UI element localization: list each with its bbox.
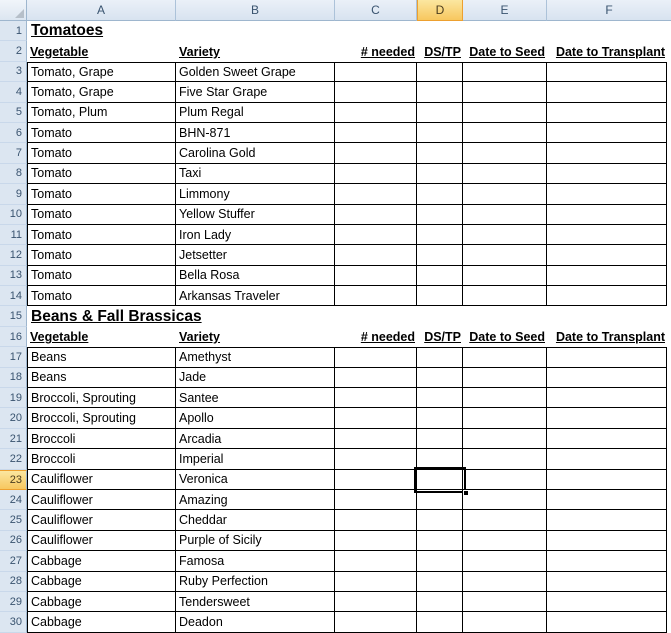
cell-A21[interactable]: Broccoli xyxy=(27,429,176,449)
cell-F3[interactable] xyxy=(547,62,667,82)
cell-E7[interactable] xyxy=(463,143,547,163)
cell-A23[interactable]: Cauliflower xyxy=(27,470,176,490)
grid-row-29 xyxy=(0,592,671,612)
row-header-25[interactable]: 25 xyxy=(0,510,27,530)
grid-row-11 xyxy=(0,225,671,245)
cell-C13[interactable] xyxy=(335,266,417,286)
cell-C4[interactable] xyxy=(335,82,417,102)
cell-E6[interactable] xyxy=(463,123,547,143)
cell-B9[interactable]: Limmony xyxy=(176,184,335,204)
grid-row-16 xyxy=(0,327,671,347)
col-header-E[interactable]: E xyxy=(463,0,547,21)
row-header-3[interactable]: 3 xyxy=(0,62,27,82)
cell-F24[interactable] xyxy=(547,490,667,510)
cell-F12[interactable] xyxy=(547,245,667,265)
cell-F28[interactable] xyxy=(547,572,667,592)
cell-B11[interactable]: Iron Lady xyxy=(176,225,335,245)
cell-B12[interactable]: Jetsetter xyxy=(176,245,335,265)
cell-A1-section-title[interactable]: Tomatoes xyxy=(31,22,104,40)
cell-B8[interactable]: Taxi xyxy=(176,164,335,184)
cell-A25[interactable]: Cauliflower xyxy=(27,510,176,530)
grid-row-22 xyxy=(0,449,671,469)
grid-row-19 xyxy=(0,388,671,408)
cell-A2-column-label[interactable]: Vegetable xyxy=(30,44,89,59)
cell-D2-column-label[interactable]: DS/TP xyxy=(424,44,461,59)
cell-B20[interactable]: Apollo xyxy=(176,408,335,428)
cell-D29[interactable] xyxy=(417,592,463,612)
cell-A29[interactable]: Cabbage xyxy=(27,592,176,612)
cell-C27[interactable] xyxy=(335,551,417,571)
cell-F23[interactable] xyxy=(547,470,667,490)
cell-A18[interactable]: Beans xyxy=(27,368,176,388)
cell-D6[interactable] xyxy=(417,123,463,143)
cell-E25[interactable] xyxy=(463,510,547,530)
cell-E13[interactable] xyxy=(463,266,547,286)
row-header-9[interactable]: 9 xyxy=(0,184,27,204)
cell-E11[interactable] xyxy=(463,225,547,245)
row-header-27[interactable]: 27 xyxy=(0,551,27,571)
cell-E2-column-label[interactable]: Date to Seed xyxy=(469,44,545,59)
cell-D17[interactable] xyxy=(417,347,463,367)
row-header-13[interactable]: 13 xyxy=(0,266,27,286)
cell-C9[interactable] xyxy=(335,184,417,204)
cell-B14[interactable]: Arkansas Traveler xyxy=(176,286,335,306)
cell-B16-column-label[interactable]: Variety xyxy=(179,330,221,345)
grid-row-21 xyxy=(0,429,671,449)
cell-A14[interactable]: Tomato xyxy=(27,286,176,306)
cell-F27[interactable] xyxy=(547,551,667,571)
cell-E26[interactable] xyxy=(463,531,547,551)
cell-A24[interactable]: Cauliflower xyxy=(27,490,176,510)
cell-D8[interactable] xyxy=(417,164,463,184)
row-header-22[interactable]: 22 xyxy=(0,449,27,469)
column-header-row xyxy=(0,0,671,21)
cell-F11[interactable] xyxy=(547,225,667,245)
row-header-19[interactable]: 19 xyxy=(0,388,27,408)
cell-C24[interactable] xyxy=(335,490,417,510)
cell-E5[interactable] xyxy=(463,103,547,123)
grid-row-24 xyxy=(0,490,671,510)
cell-E30[interactable] xyxy=(463,612,547,632)
cell-B5[interactable]: Plum Regal xyxy=(176,103,335,123)
cell-B10[interactable]: Yellow Stuffer xyxy=(176,205,335,225)
cell-E8[interactable] xyxy=(463,164,547,184)
cell-F16-column-label[interactable]: Date to Transplant xyxy=(555,330,665,345)
cell-A13[interactable]: Tomato xyxy=(27,266,176,286)
row-header-24[interactable]: 24 xyxy=(0,490,27,510)
cell-C29[interactable] xyxy=(335,592,417,612)
col-header-A[interactable]: A xyxy=(27,0,176,21)
col-header-F[interactable]: F xyxy=(547,0,671,21)
cell-C8[interactable] xyxy=(335,164,417,184)
cell-F6[interactable] xyxy=(547,123,667,143)
cell-C6[interactable] xyxy=(335,123,417,143)
row-header-6[interactable]: 6 xyxy=(0,123,27,143)
cell-D4[interactable] xyxy=(417,82,463,102)
cell-D27[interactable] xyxy=(417,551,463,571)
cell-A17[interactable]: Beans xyxy=(27,347,176,367)
grid-row-1 xyxy=(0,21,671,41)
cell-A3[interactable]: Tomato, Grape xyxy=(27,62,176,82)
grid-row-3 xyxy=(0,62,671,82)
row-header-20[interactable]: 20 xyxy=(0,408,27,428)
cell-B7[interactable]: Carolina Gold xyxy=(176,143,335,163)
select-all-corner[interactable] xyxy=(0,0,27,21)
cell-A9[interactable]: Tomato xyxy=(27,184,176,204)
cell-B25[interactable]: Cheddar xyxy=(176,510,335,530)
cell-A7[interactable]: Tomato xyxy=(27,143,176,163)
cell-A30[interactable]: Cabbage xyxy=(27,612,176,632)
cell-D14[interactable] xyxy=(417,286,463,306)
cell-C3[interactable] xyxy=(335,62,417,82)
cell-F4[interactable] xyxy=(547,82,667,102)
grid-row-30 xyxy=(0,612,671,632)
cell-C25[interactable] xyxy=(335,510,417,530)
cell-E4[interactable] xyxy=(463,82,547,102)
cell-E3[interactable] xyxy=(463,62,547,82)
grid-row-27 xyxy=(0,551,671,571)
row-header-28[interactable]: 28 xyxy=(0,572,27,592)
row-header-12[interactable]: 12 xyxy=(0,245,27,265)
cell-C2-column-label[interactable]: # needed xyxy=(360,44,415,59)
cell-D26[interactable] xyxy=(417,531,463,551)
cell-F29[interactable] xyxy=(547,592,667,612)
cell-F19[interactable] xyxy=(547,388,667,408)
row-header-23[interactable]: 23 xyxy=(0,470,27,490)
row-header-16[interactable]: 16 xyxy=(0,327,27,347)
cell-F20[interactable] xyxy=(547,408,667,428)
cell-D25[interactable] xyxy=(417,510,463,530)
cell-D13[interactable] xyxy=(417,266,463,286)
cell-B13[interactable]: Bella Rosa xyxy=(176,266,335,286)
cell-C26[interactable] xyxy=(335,531,417,551)
cell-C23[interactable] xyxy=(335,470,417,490)
cell-A22[interactable]: Broccoli xyxy=(27,449,176,469)
row-header-15[interactable]: 15 xyxy=(0,306,27,326)
cell-B3[interactable]: Golden Sweet Grape xyxy=(176,62,335,82)
cell-F8[interactable] xyxy=(547,164,667,184)
row-header-4[interactable]: 4 xyxy=(0,82,27,102)
cell-E22[interactable] xyxy=(463,449,547,469)
cell-F17[interactable] xyxy=(547,347,667,367)
cell-E12[interactable] xyxy=(463,245,547,265)
cell-F5[interactable] xyxy=(547,103,667,123)
row-header-8[interactable]: 8 xyxy=(0,164,27,184)
cell-B4[interactable]: Five Star Grape xyxy=(176,82,335,102)
cell-A8[interactable]: Tomato xyxy=(27,164,176,184)
cell-C22[interactable] xyxy=(335,449,417,469)
cell-A26[interactable]: Cauliflower xyxy=(27,531,176,551)
row-header-2[interactable]: 2 xyxy=(0,41,27,61)
grid-row-13 xyxy=(0,266,671,286)
row-header-21[interactable]: 21 xyxy=(0,429,27,449)
cell-D7[interactable] xyxy=(417,143,463,163)
cell-E21[interactable] xyxy=(463,429,547,449)
cell-D12[interactable] xyxy=(417,245,463,265)
row-header-18[interactable]: 18 xyxy=(0,368,27,388)
cell-B18[interactable]: Jade xyxy=(176,368,335,388)
grid-row-26 xyxy=(0,531,671,551)
row-header-1[interactable]: 1 xyxy=(0,21,27,41)
row-header-5[interactable]: 5 xyxy=(0,103,27,123)
cell-A6[interactable]: Tomato xyxy=(27,123,176,143)
cell-A16-column-label[interactable]: Vegetable xyxy=(30,330,89,345)
cell-E16-column-label[interactable]: Date to Seed xyxy=(469,330,545,345)
cell-C7[interactable] xyxy=(335,143,417,163)
grid-row-18 xyxy=(0,368,671,388)
cell-D22[interactable] xyxy=(417,449,463,469)
cell-E17[interactable] xyxy=(463,347,547,367)
cell-C12[interactable] xyxy=(335,245,417,265)
cell-D21[interactable] xyxy=(417,429,463,449)
cell-D19[interactable] xyxy=(417,388,463,408)
cell-B6[interactable]: BHN-871 xyxy=(176,123,335,143)
cell-F25[interactable] xyxy=(547,510,667,530)
cell-E14[interactable] xyxy=(463,286,547,306)
fill-handle[interactable] xyxy=(463,490,468,495)
cell-A28[interactable]: Cabbage xyxy=(27,572,176,592)
cell-B19[interactable]: Santee xyxy=(176,388,335,408)
cell-A19[interactable]: Broccoli, Sprouting xyxy=(27,388,176,408)
cell-B24[interactable]: Amazing xyxy=(176,490,335,510)
grid-row-28 xyxy=(0,572,671,592)
cell-D23[interactable] xyxy=(417,470,463,490)
cell-D10[interactable] xyxy=(417,205,463,225)
cell-E24[interactable] xyxy=(463,490,547,510)
cell-D9[interactable] xyxy=(417,184,463,204)
grid-row-4 xyxy=(0,82,671,102)
cell-F7[interactable] xyxy=(547,143,667,163)
cell-C16-column-label[interactable]: # needed xyxy=(360,330,415,345)
cell-E27[interactable] xyxy=(463,551,547,571)
cell-E10[interactable] xyxy=(463,205,547,225)
grid-row-2 xyxy=(0,41,671,61)
col-header-B[interactable]: B xyxy=(176,0,335,21)
cell-F14[interactable] xyxy=(547,286,667,306)
cell-F22[interactable] xyxy=(547,449,667,469)
cell-C5[interactable] xyxy=(335,103,417,123)
cell-F26[interactable] xyxy=(547,531,667,551)
cell-A12[interactable]: Tomato xyxy=(27,245,176,265)
cell-B22[interactable]: Imperial xyxy=(176,449,335,469)
cell-E29[interactable] xyxy=(463,592,547,612)
row-header-14[interactable]: 14 xyxy=(0,286,27,306)
grid-row-9 xyxy=(0,184,671,204)
grid-row-6 xyxy=(0,123,671,143)
cell-F21[interactable] xyxy=(547,429,667,449)
cell-B2-column-label[interactable]: Variety xyxy=(179,44,221,59)
grid-row-10 xyxy=(0,205,671,225)
cell-D28[interactable] xyxy=(417,572,463,592)
col-header-D[interactable]: D xyxy=(417,0,463,21)
cell-C20[interactable] xyxy=(335,408,417,428)
grid-row-14 xyxy=(0,286,671,306)
cell-C19[interactable] xyxy=(335,388,417,408)
cell-A11[interactable]: Tomato xyxy=(27,225,176,245)
cell-F9[interactable] xyxy=(547,184,667,204)
cell-C18[interactable] xyxy=(335,368,417,388)
cell-B27[interactable]: Famosa xyxy=(176,551,335,571)
grid-row-15 xyxy=(0,306,671,326)
cell-A15-section-title[interactable]: Beans & Fall Brassicas xyxy=(31,307,202,325)
grid-row-7 xyxy=(0,143,671,163)
cell-C14[interactable] xyxy=(335,286,417,306)
select-all-triangle-icon xyxy=(15,9,24,18)
row-header-26[interactable]: 26 xyxy=(0,531,27,551)
cell-A27[interactable]: Cabbage xyxy=(27,551,176,571)
cell-D5[interactable] xyxy=(417,103,463,123)
cell-A4[interactable]: Tomato, Grape xyxy=(27,82,176,102)
cell-B26[interactable]: Purple of Sicily xyxy=(176,531,335,551)
cell-C17[interactable] xyxy=(335,347,417,367)
cell-C28[interactable] xyxy=(335,572,417,592)
row-header-17[interactable]: 17 xyxy=(0,347,27,367)
cell-E9[interactable] xyxy=(463,184,547,204)
cell-B28[interactable]: Ruby Perfection xyxy=(176,572,335,592)
cell-E19[interactable] xyxy=(463,388,547,408)
cell-D18[interactable] xyxy=(417,368,463,388)
cell-C10[interactable] xyxy=(335,205,417,225)
grid-rows xyxy=(0,21,671,633)
cell-F18[interactable] xyxy=(547,368,667,388)
cell-D24[interactable] xyxy=(417,490,463,510)
cell-C30[interactable] xyxy=(335,612,417,632)
row-header-11[interactable]: 11 xyxy=(0,225,27,245)
cell-D3[interactable] xyxy=(417,62,463,82)
cell-F2-column-label[interactable]: Date to Transplant xyxy=(555,44,665,59)
cell-E28[interactable] xyxy=(463,572,547,592)
cell-D30[interactable] xyxy=(417,612,463,632)
grid-row-23 xyxy=(0,470,671,490)
cell-A5[interactable]: Tomato, Plum xyxy=(27,103,176,123)
row-header-10[interactable]: 10 xyxy=(0,205,27,225)
cell-D11[interactable] xyxy=(417,225,463,245)
cell-B30[interactable]: Deadon xyxy=(176,612,335,632)
grid-row-20 xyxy=(0,408,671,428)
cell-B23[interactable]: Veronica xyxy=(176,470,335,490)
cell-C21[interactable] xyxy=(335,429,417,449)
cell-A10[interactable]: Tomato xyxy=(27,205,176,225)
row-header-30[interactable]: 30 xyxy=(0,612,27,632)
cell-E20[interactable] xyxy=(463,408,547,428)
cell-E23[interactable] xyxy=(463,470,547,490)
cell-A20[interactable]: Broccoli, Sprouting xyxy=(27,408,176,428)
cell-E18[interactable] xyxy=(463,368,547,388)
row-header-7[interactable]: 7 xyxy=(0,143,27,163)
cell-F13[interactable] xyxy=(547,266,667,286)
col-header-C[interactable]: C xyxy=(335,0,417,21)
grid-row-12 xyxy=(0,245,671,265)
grid-row-8 xyxy=(0,164,671,184)
cell-B29[interactable]: Tendersweet xyxy=(176,592,335,612)
cell-C11[interactable] xyxy=(335,225,417,245)
cell-F10[interactable] xyxy=(547,205,667,225)
grid-row-5 xyxy=(0,103,671,123)
cell-F30[interactable] xyxy=(547,612,667,632)
cell-B17[interactable]: Amethyst xyxy=(176,347,335,367)
cell-B21[interactable]: Arcadia xyxy=(176,429,335,449)
grid-row-25 xyxy=(0,510,671,530)
grid-row-17 xyxy=(0,347,671,367)
cell-D20[interactable] xyxy=(417,408,463,428)
row-header-29[interactable]: 29 xyxy=(0,592,27,612)
cell-D16-column-label[interactable]: DS/TP xyxy=(424,330,461,345)
